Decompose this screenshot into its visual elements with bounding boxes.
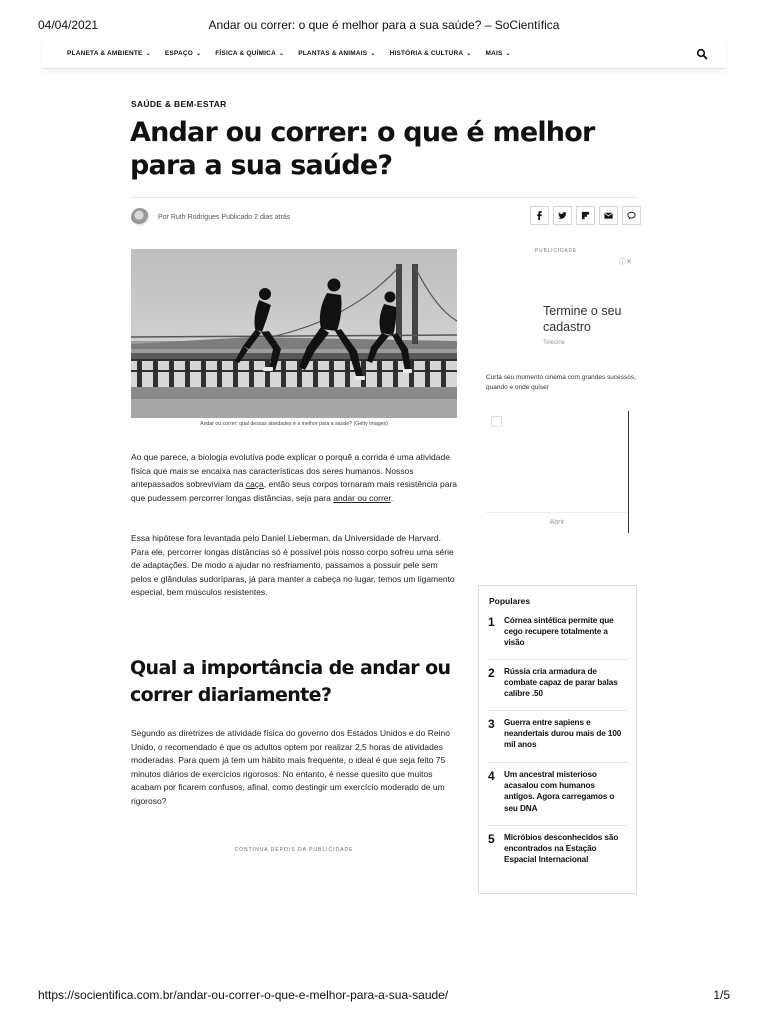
facebook-icon[interactable] [530, 206, 549, 225]
popular-rank: 4 [488, 769, 495, 783]
nav-item-historia-cultura[interactable]: HISTÓRIA & CULTURA ⌄ [389, 50, 472, 57]
link-caca[interactable]: caça [245, 479, 264, 489]
article-paragraph-2: Essa hipótese fora levantada pelo Daniel Lieberman, da Universidade de Harvard. Para ele, percorrer longas distâncias só é possível pois nosso corpo sofreu uma série de adaptações. De modo a ajudar no resfriamento, passamos a possuir pele sem pelos e glândulas sudoríparas, já para manter a cabeça no lugar, temos um ligamento especial, bem músculos resistentes. [131, 533, 455, 597]
popular-rank: 1 [488, 615, 495, 629]
chevron-down-icon: ⌄ [145, 51, 151, 57]
article-title: Andar ou correr: o que é melhor para a sua saúde? [130, 117, 595, 181]
continua-label: CONTINUA DEPOIS DA PUBLICIDADE [234, 847, 354, 853]
popular-item-title[interactable]: Córnea sintética permite que cego recupere totalmente a visão [504, 616, 614, 648]
ad-card[interactable] [486, 411, 629, 533]
article-paragraph-1: Ao que parece, a biologia evolutiva pode explicar o porquê a corrida é uma atividade física que mais se encaixa nas características dos seres humanos. Nossos antepassados sobreviviam da caça, então seus corpos tornaram mais resistência para que pudessem percorrer longas distâncias, seja para andar ou correr. [131, 452, 458, 503]
chevron-down-icon: ⌄ [370, 51, 376, 57]
print-page-number: 1/5 [713, 988, 730, 1002]
share-buttons [530, 206, 641, 225]
article-hero-image [131, 249, 457, 418]
chevron-down-icon: ⌄ [505, 51, 511, 57]
ad-label: PUBLICIDADE [534, 248, 578, 254]
comment-icon[interactable] [622, 206, 641, 225]
link-andar-ou-correr[interactable]: andar ou correr [333, 492, 391, 503]
byline-text: Por Ruth Rodrigues Publicado 2 dias atrás [158, 213, 291, 221]
nav-menu [67, 50, 511, 57]
divider [488, 762, 628, 763]
print-date: 04/04/2021 [38, 18, 99, 32]
popular-item[interactable] [488, 769, 628, 814]
chevron-down-icon: ⌄ [466, 51, 472, 57]
ad-brand: Telecine [543, 340, 566, 346]
byline [131, 206, 290, 228]
popular-rank: 2 [488, 666, 495, 680]
section-heading: Qual a importância de andar ou correr diariamente? [130, 657, 451, 706]
nav-item-plantas-animais[interactable]: PLANTAS & ANIMAIS ⌄ [298, 50, 376, 57]
popular-item-title[interactable]: Micróbios desconhecidos são encontrados na Estação Espacial Internacional [504, 833, 619, 865]
print-title: Andar ou correr: o que é melhor para a sua saúde? – SoCientífica [208, 18, 560, 32]
popular-item[interactable] [488, 666, 628, 700]
chevron-down-icon: ⌄ [278, 51, 285, 57]
divider [488, 825, 628, 826]
popular-item[interactable] [488, 832, 628, 866]
popular-rank: 5 [488, 832, 495, 846]
print-url: https://socientifica.com.br/andar-ou-correr-o-que-e-melhor-para-a-sua-saude/ [38, 988, 449, 1002]
nav-item-mais[interactable]: MAIS ⌄ [485, 50, 511, 57]
divider [488, 659, 628, 660]
chevron-down-icon: ⌄ [196, 51, 202, 57]
main-nav [42, 40, 726, 69]
ad-close-icon[interactable]: ⓘ✕ [619, 259, 632, 266]
email-icon[interactable] [599, 206, 618, 225]
ad-title[interactable]: Termine o seu cadastro [543, 304, 622, 334]
popular-item-title[interactable]: Rússia cria armadura de combate capaz de parar balas calibre .50 [504, 667, 618, 699]
flipboard-icon[interactable] [576, 206, 595, 225]
popular-title: Populares [489, 596, 531, 606]
author-avatar[interactable] [131, 208, 149, 226]
popular-rank: 3 [488, 717, 495, 731]
divider [488, 710, 628, 711]
popular-item-title[interactable]: Um ancestral misterioso acasalou com humanos antigos. Agora carregamos o seu DNA [504, 770, 615, 813]
nav-item-fisica-quimica[interactable]: FÍSICA & QUÍMICA ⌄ [215, 50, 285, 57]
article-category[interactable]: SAÚDE & BEM-ESTAR [131, 99, 227, 109]
search-icon[interactable] [696, 47, 708, 59]
nav-item-planeta-ambiente[interactable]: PLANETA & AMBIENTE ⌄ [67, 50, 151, 57]
article-paragraph-3: Segundo as diretrizes de atividade física do governo dos Estados Unidos e do Reino Unido, o recomendado é que os adultos optem por realizar 2,5 horas de atividades moderadas. Para quem já tem um hábito mais frequente, o ideal é que seja feito 75 minutos diários de exercícios rigorosos. No entanto, é nesse quesito que muitos acabam por ficarem confusos, afinal, como destingir um exercício moderado de um rigoroso? [131, 728, 450, 806]
popular-item[interactable] [488, 615, 628, 649]
popular-widget [478, 585, 637, 894]
ad-open-button[interactable]: Abrir [486, 512, 628, 533]
nav-item-espaco[interactable]: ESPAÇO ⌄ [164, 50, 202, 57]
divider [131, 197, 637, 198]
image-caption: Andar ou correr: qual dessas atividades é a melhor para a saúde? (Getty Images) [200, 421, 388, 427]
ad-description: Curta seu momento cinema com grandes sucessos, quando e onde quiser [486, 374, 636, 391]
popular-item-title[interactable]: Guerra entre sapiens e neandertais durou mais de 100 mil anos [504, 718, 622, 750]
twitter-icon[interactable] [553, 206, 572, 225]
image-placeholder-icon [491, 416, 502, 427]
popular-item[interactable] [488, 717, 628, 751]
